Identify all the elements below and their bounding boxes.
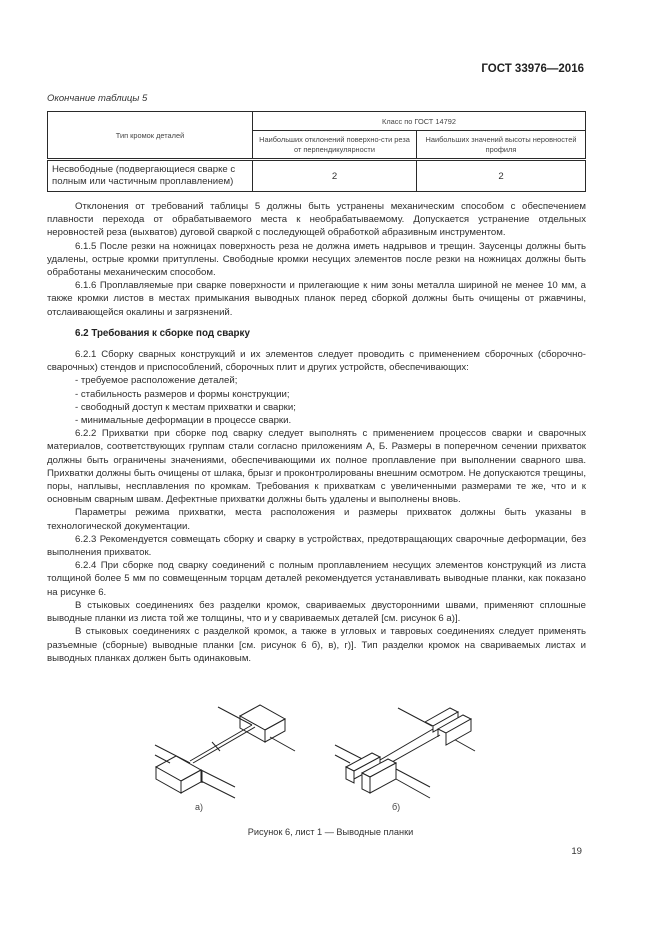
table-header-edge-type: Тип кромок деталей [48,112,253,160]
section-heading-6-2: 6.2 Требования к сборке под сварку [75,327,250,339]
table-subheader-profile-height: Наибольших значений высоты неровностей профиля [417,131,586,160]
paragraph: В стыковых соединениях с разделкой кромок, а также в угловых и тавровых соединениях следует применять разъемные (сборные) выводные планки [см. рисунок 6 б), в), г)]. Тип разделки кромок на свариваемых листах и выводных планках должен быть одинаковым. [47,626,586,664]
figure-caption: Рисунок 6, лист 1 — Выводные планки [247,827,414,837]
paragraph-6-2-4: 6.2.4 При сборке под сварку соединений с полным проплавлением несущих элементов конструкций из листа толщиной более 5 мм по совмещенным торцам деталей рекомендуется устанавливать выводные планки, как показано на рисунке 6. [47,560,586,598]
figure-6 [140,695,510,812]
table-cell-value: 2 [417,160,586,192]
list-item: - стабильность размеров и формы конструкции; [75,388,290,400]
table-row [48,160,586,192]
figure-b-drawing [330,695,510,805]
table-caption: Окончание таблицы 5 [47,93,148,104]
figure-label-b: б) [392,802,401,812]
table-5 [47,111,586,192]
paragraph-6-2-1: 6.2.1 Сборку сварных конструкций и их элементов следует проводить с применением сборочных (сборочно-сварочных) стендов и приспособлений, сборочных плит и других устройств, обеспечивающих: [47,349,586,374]
page-number: 19 [571,846,582,857]
table-cell-edge-type: Несвободные (подвергающиеся сварке с полным или частичным проплавлением) [48,160,253,192]
figure-label-a: а) [195,802,204,812]
table-cell-value: 2 [253,160,417,192]
table-subheader-perpendicularity: Наибольших отклонений поверхно-сти реза от перпендикулярности [253,131,417,160]
table-header-class-group: Класс по ГОСТ 14792 [253,112,586,131]
list-item: - свободный доступ к местам прихватки и сварки; [75,401,296,413]
paragraph: Параметры режима прихватки, места расположения и размеры прихваток должны быть указаны в технологической документации. [47,507,586,532]
body-text [47,200,586,665]
list-item: - требуемое расположение деталей; [75,375,238,387]
document-header-id: ГОСТ 33976—2016 [481,63,584,75]
list-item: - минимальные деформации в процессе сварки. [75,415,292,427]
paragraph-6-1-5: 6.1.5 После резки на ножницах поверхность реза не должна иметь надрывов и трещин. Заусенцы должны быть удалены, острые кромки притуплены. Свободные кромки несущих элементов после резки на ножницах должны быть обработаны механическим способом. [47,240,586,279]
paragraph: Отклонения от требований таблицы 5 должны быть устранены механическим способом с обеспечением плавности перехода от обрабатываемого места к необрабатываемому. Допускается устранение отдельных неровностей реза (выхватов) дуговой сваркой с последующей обработкой абразивным инструментом. [47,201,586,239]
paragraph-6-2-3: 6.2.3 Рекомендуется совмещать сборку и сварку в устройствах, предотвращающих сварочные деформации, без выполнения прихваток. [47,533,586,559]
figure-a-drawing [140,695,320,805]
paragraph: В стыковых соединениях без разделки кромок, свариваемых двусторонними швами, применяют сплошные выводные планки из листа той же толщины, что и у свариваемых деталей [см. рисунок 6 а)]. [47,599,586,625]
paragraph-6-2-2: 6.2.2 Прихватки при сборке под сварку следует выполнять с применением процессов сварки и сварочных материалов, соответствующих группам стали согласно приложениям А, Б. Размеры в поперечном сечении прихваток должны быть ограничены значениями, обеспечивающими их полное проплавление при выполнении сварного шва. Прихватки должны быть очищены от шлака, брызг и проконтролированы внешним осмотром. Не допускаются трещины, поры, наплывы, несплавления по кромкам. Требования к прихваткам с увеличенными размерами те же, что и к основным сварным швам. Дефектные прихватки должны быть удалены и выполнены вновь. [47,428,586,506]
paragraph-6-1-6: 6.1.6 Проплавляемые при сварке поверхности и прилегающие к ним зоны металла шириной не менее 10 мм, а также кромки листов в местах примыкания выводных планок перед сборкой должны быть очищены от ржавчины, отслаивающейся окалины и загрязнений. [47,280,586,318]
